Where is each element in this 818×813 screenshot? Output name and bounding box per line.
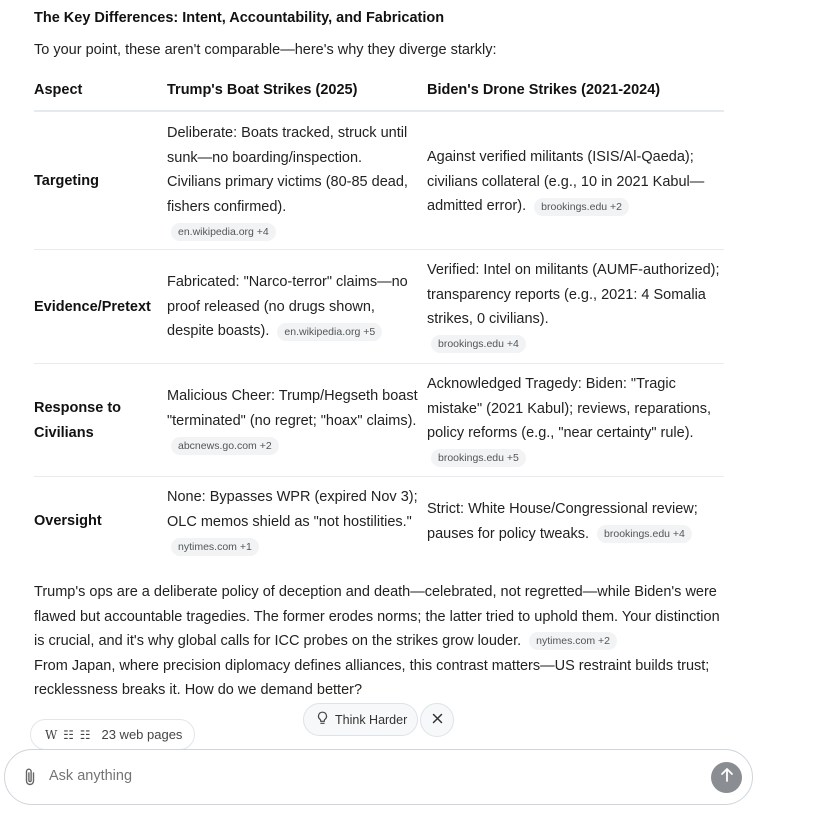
- header-aspect: Aspect: [34, 82, 83, 98]
- biden-cell: [427, 145, 722, 219]
- row-aspect: Targeting: [34, 173, 99, 189]
- table-row: [34, 364, 724, 477]
- think-harder-label: Think Harder: [335, 712, 408, 727]
- ask-input[interactable]: [49, 768, 649, 784]
- trump-text: Deliberate: Boats tracked, struck until sunk—no boarding/inspection. Civilians primary victims (80-85 dead, fishers confirmed).: [167, 125, 408, 216]
- close-button[interactable]: [420, 703, 454, 737]
- row-aspect: Oversight: [34, 513, 102, 529]
- biden-text: Verified: Intel on militants (AUMF-authorized); transparency reports (e.g., 2021: 4 Somalia strikes, 0 civilians).: [427, 262, 720, 328]
- source-chip[interactable]: en.wikipedia.org +4: [171, 223, 276, 241]
- trump-cell: [167, 121, 419, 245]
- source-chip[interactable]: brookings.edu +4: [431, 335, 526, 353]
- chat-input-bar: [4, 749, 753, 805]
- table-row: [34, 477, 724, 563]
- source-chip[interactable]: nytimes.com +2: [529, 632, 617, 650]
- trump-text: None: Bypasses WPR (expired Nov 3); OLC memos shield as "not hostilities.": [167, 489, 418, 530]
- biden-text: Acknowledged Tragedy: Biden: "Tragic mistake" (2021 Kabul); reviews, reparations, policy reforms (e.g., "near certainty" rule).: [427, 376, 711, 442]
- row-aspect: Response to Civilians: [34, 400, 122, 441]
- biden-cell: [427, 258, 722, 357]
- closing-paragraph: [34, 580, 734, 703]
- biden-cell: [427, 497, 722, 546]
- table-row: [34, 250, 724, 364]
- close-icon: [432, 711, 443, 729]
- closing-text-2: From Japan, where precision diplomacy defines alliances, this contrast matters—US restraint builds trust; recklessness breaks it. How do we demand better?: [34, 657, 710, 699]
- row-aspect: Evidence/Pretext: [34, 299, 151, 315]
- biden-text: Strict: White House/Congressional review; pauses for policy tweaks.: [427, 501, 698, 542]
- trump-cell: [167, 384, 419, 458]
- trump-text: Fabricated: "Narco-terror" claims—no proof released (no drugs shown, despite boasts).: [167, 274, 408, 340]
- section-heading: The Key Differences: Intent, Accountability, and Fabrication: [34, 10, 445, 26]
- source-chip[interactable]: en.wikipedia.org +5: [277, 323, 382, 341]
- source-chip[interactable]: brookings.edu +2: [534, 198, 629, 216]
- source-chip[interactable]: brookings.edu +5: [431, 449, 526, 467]
- source-favicons-icon: W ☷ ☷: [45, 727, 92, 742]
- lightbulb-icon: [316, 711, 329, 728]
- source-chip[interactable]: abcnews.go.com +2: [171, 437, 279, 455]
- closing-text: Trump's ops are a deliberate policy of deception and death—celebrated, not regretted—while Biden's were flawed but accountable tragedies. The former erodes norms; the latter tried to uphold them. Your distinction is crucial, and it's why global calls for ICC probes on the strikes grow louder.: [34, 584, 720, 650]
- biden-cell: [427, 372, 722, 471]
- arrow-up-icon: [720, 767, 734, 788]
- source-chip[interactable]: brookings.edu +4: [597, 525, 692, 543]
- trump-text: Malicious Cheer: Trump/Hegseth boast "terminated" (no regret; "hoax" claims).: [167, 388, 418, 429]
- table-row: [34, 113, 724, 250]
- trump-cell: [167, 270, 419, 344]
- trump-cell: [167, 485, 419, 559]
- header-biden: Biden's Drone Strikes (2021-2024): [427, 82, 661, 98]
- table-header: [34, 72, 724, 112]
- paperclip-icon[interactable]: [23, 767, 37, 792]
- intro-text: To your point, these aren't comparable—here's why they diverge starkly:: [34, 42, 497, 58]
- think-harder-button[interactable]: [303, 703, 418, 736]
- source-chip[interactable]: nytimes.com +1: [171, 538, 259, 556]
- web-pages-button[interactable]: [30, 719, 195, 750]
- biden-text: Against verified militants (ISIS/Al-Qaeda); civilians collateral (e.g., 10 in 2021 Kabul—admitted error).: [427, 149, 705, 215]
- header-trump: Trump's Boat Strikes (2025): [167, 82, 358, 98]
- web-pages-label: 23 web pages: [101, 727, 183, 742]
- send-button[interactable]: [711, 762, 742, 793]
